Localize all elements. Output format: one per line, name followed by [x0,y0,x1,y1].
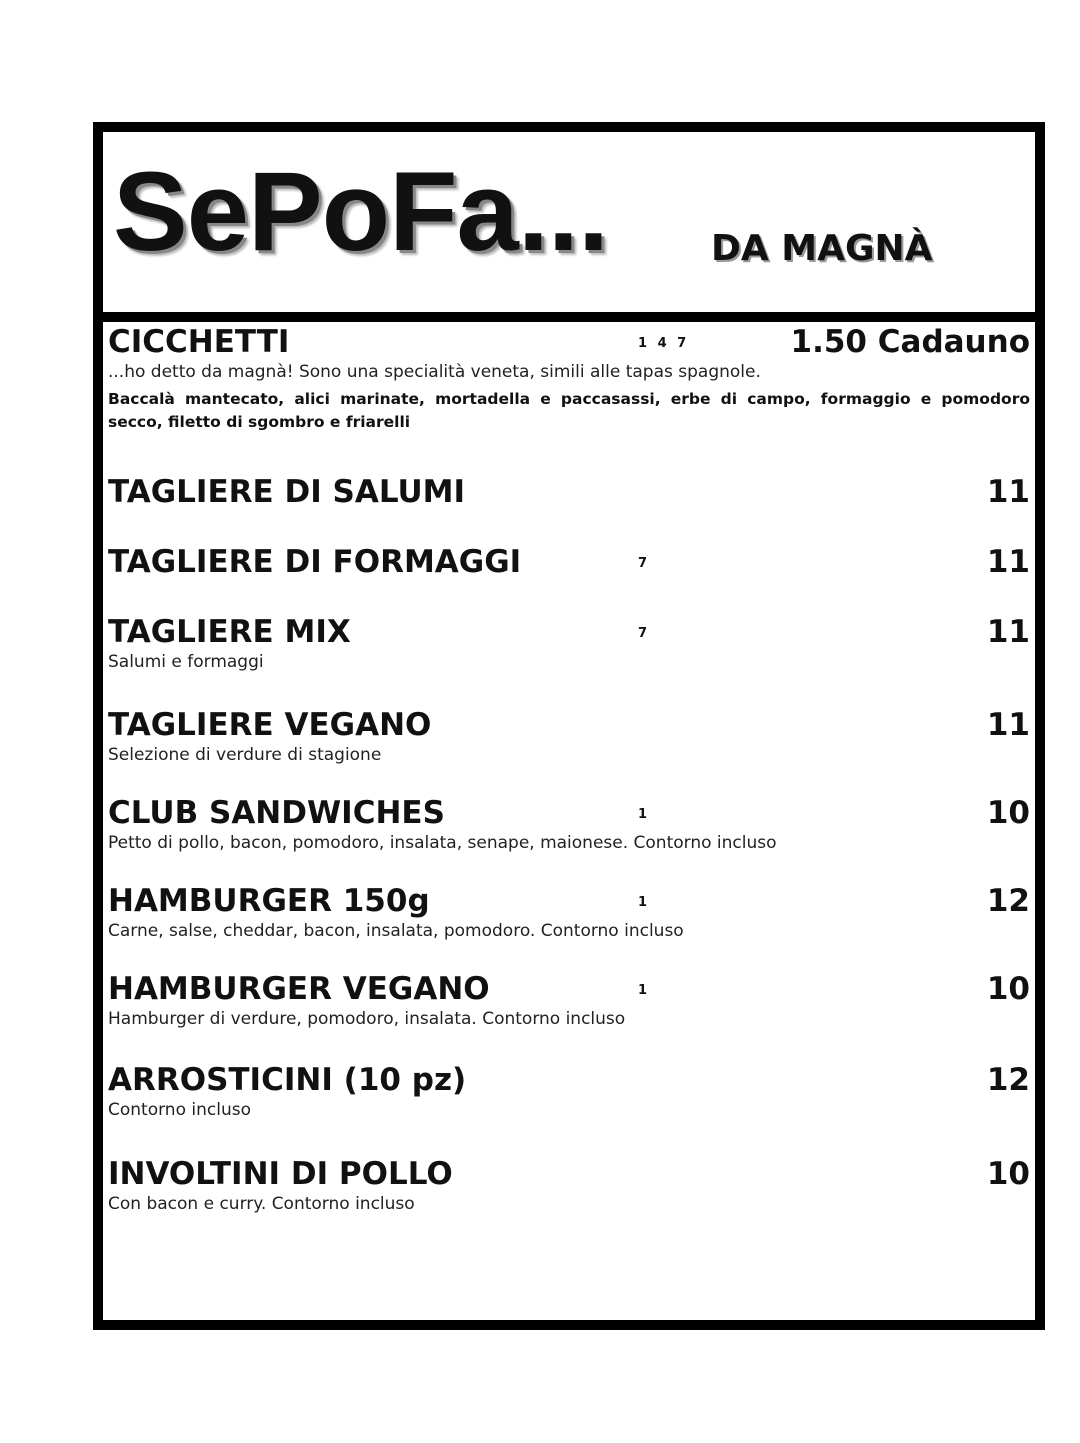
item-description: Salumi e formaggi [108,652,264,672]
menu-frame [93,122,1045,1330]
item-price: 10 [986,795,1030,831]
item-name: TAGLIERE MIX [108,614,351,650]
item-description: ...ho detto da magnà! Sono una specialità veneta, simili alle tapas spagnole. [108,362,761,382]
item-price: 12 [986,883,1030,919]
item-name: TAGLIERE DI FORMAGGI [108,544,522,580]
item-name: CICCHETTI [108,324,290,360]
menu-header [103,132,1035,322]
item-name: TAGLIERE VEGANO [108,707,432,743]
item-price: 11 [986,544,1030,580]
item-description: Petto di pollo, bacon, pomodoro, insalata, senape, maionese. Contorno incluso [108,833,777,853]
menu-subtitle: DA MAGNÀ [711,228,933,269]
brand-title: SePoFa... [113,149,609,274]
item-allergens: 7 [638,626,651,641]
item-allergens: 1 [638,807,651,822]
item-description: Carne, salse, cheddar, bacon, insalata, pomodoro. Contorno incluso [108,921,684,941]
item-price: 10 [986,971,1030,1007]
item-price: 1.50 Cadauno [790,324,1030,360]
item-price: 12 [986,1062,1030,1098]
item-name: HAMBURGER 150g [108,883,430,919]
item-allergens: 1 [638,983,651,998]
item-price: 10 [986,1156,1030,1192]
item-allergens: 7 [638,556,651,571]
item-detail: Baccalà mantecato, alici marinate, mortadella e paccasassi, erbe di campo, formaggio e pomodoro secco, filetto di sgombro e friarelli [108,390,1030,431]
item-name: ARROSTICINI (10 pz) [108,1062,467,1098]
item-price: 11 [986,614,1030,650]
item-description: Con bacon e curry. Contorno incluso [108,1194,415,1214]
item-description: Hamburger di verdure, pomodoro, insalata. Contorno incluso [108,1009,626,1029]
item-name: TAGLIERE DI SALUMI [108,474,466,510]
item-description: Contorno incluso [108,1100,251,1120]
item-price: 11 [986,474,1030,510]
item-name: CLUB SANDWICHES [108,795,445,831]
item-description: Selezione di verdure di stagione [108,745,382,765]
item-name: INVOLTINI DI POLLO [108,1156,453,1192]
item-allergens: 1 4 7 [638,336,690,351]
item-price: 11 [986,707,1030,743]
item-allergens: 1 [638,895,651,910]
item-name: HAMBURGER VEGANO [108,971,490,1007]
